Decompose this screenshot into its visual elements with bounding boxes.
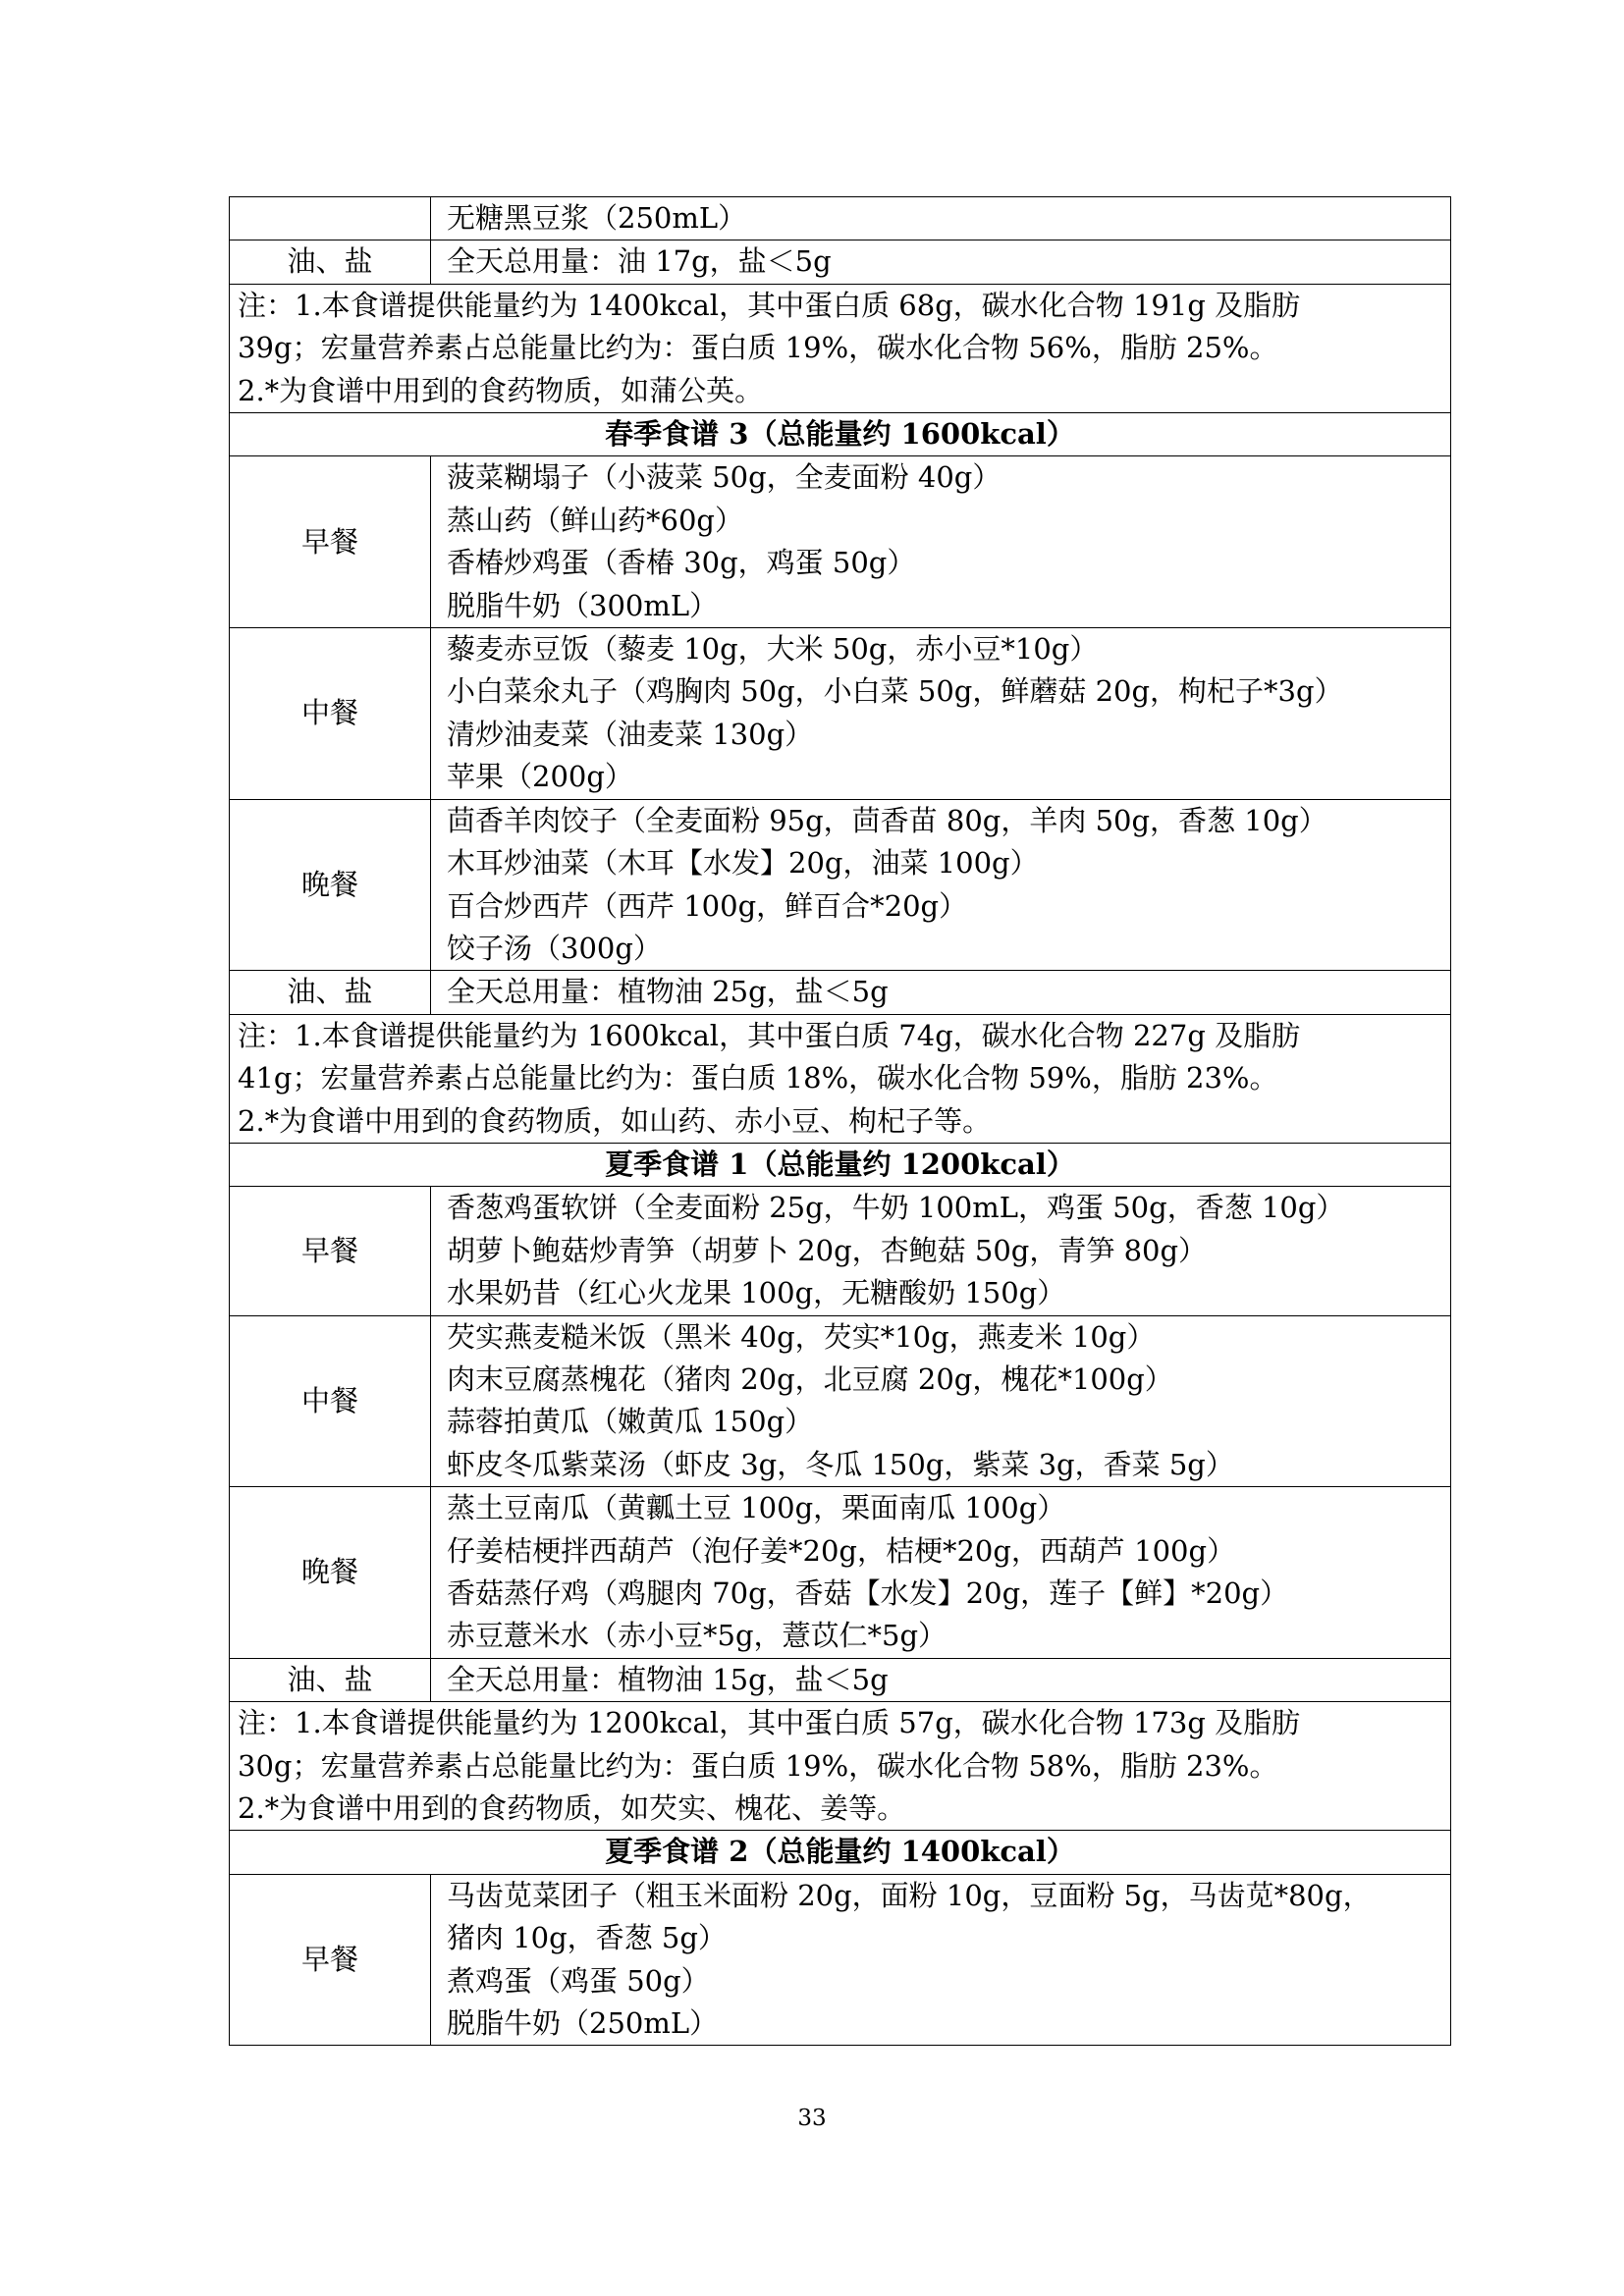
dish-line: 饺子汤（300g） <box>447 931 662 965</box>
meal-row-continued <box>230 197 1451 240</box>
recipe-title: 夏季食谱 2（总能量约 1400kcal） <box>230 1831 1451 1874</box>
recipe-title: 春季食谱 3（总能量约 1600kcal） <box>230 413 1451 456</box>
meal-label: 油、盐 <box>230 1658 431 1701</box>
nutrition-note <box>230 1014 1451 1143</box>
recipe-table <box>229 196 1451 2046</box>
dish-line: 香椿炒鸡蛋（香椿 30g，鸡蛋 50g） <box>447 546 916 580</box>
note-row <box>230 1014 1451 1143</box>
dish-line: 木耳炒油菜（木耳【水发】20g，油菜 100g） <box>447 846 1039 881</box>
note-line: 2.*为食谱中用到的食药物质，如山药、赤小豆、枸杞子等。 <box>238 1103 992 1138</box>
note-row <box>230 284 1451 412</box>
dish-line: 芡实燕麦糙米饭（黑米 40g，芡实*10g，燕麦米 10g） <box>447 1319 1156 1354</box>
dish-line: 猪肉 10g，香葱 5g） <box>447 1921 727 1955</box>
dish-line: 胡萝卜鲍菇炒青笋（胡萝卜 20g，杏鲍菇 50g，青笋 80g） <box>447 1233 1208 1267</box>
meal-label: 早餐 <box>230 1187 431 1315</box>
meal-items <box>431 1187 1451 1315</box>
dish-line: 香葱鸡蛋软饼（全麦面粉 25g，牛奶 100mL，鸡蛋 50g，香葱 10g） <box>447 1191 1345 1225</box>
dish-line: 苹果（200g） <box>447 760 633 794</box>
page-number: 33 <box>797 2106 827 2131</box>
meal-label: 油、盐 <box>230 971 431 1014</box>
meal-row-lunch <box>230 1315 1451 1487</box>
dish-line: 赤豆薏米水（赤小豆*5g，薏苡仁*5g） <box>447 1619 947 1653</box>
recipe-title-row <box>230 1143 1451 1186</box>
recipe-title: 夏季食谱 1（总能量约 1200kcal） <box>230 1143 1451 1186</box>
note-line: 注：1.本食谱提供能量约为 1200kcal，其中蛋白质 57g，碳水化合物 173g 及脂肪 <box>238 1706 1301 1740</box>
dish-line: 蒸土豆南瓜（黄瓤土豆 100g，栗面南瓜 100g） <box>447 1491 1066 1525</box>
note-line: 注：1.本食谱提供能量约为 1600kcal，其中蛋白质 74g，碳水化合物 227g 及脂肪 <box>238 1018 1301 1052</box>
note-line: 2.*为食谱中用到的食药物质，如蒲公英。 <box>238 373 764 407</box>
meal-row-oil-salt <box>230 1658 1451 1701</box>
meal-row-breakfast <box>230 1187 1451 1315</box>
recipe-title-row <box>230 1831 1451 1874</box>
dish-line: 藜麦赤豆饭（藜麦 10g，大米 50g，赤小豆*10g） <box>447 632 1099 667</box>
meal-row-dinner <box>230 799 1451 971</box>
meal-items <box>431 628 1451 800</box>
nutrition-note <box>230 1702 1451 1831</box>
dish-line: 脱脂牛奶（250mL） <box>447 2006 719 2041</box>
note-row <box>230 1702 1451 1831</box>
meal-items <box>431 1658 1451 1701</box>
dish-line: 香菇蒸仔鸡（鸡腿肉 70g，香菇【水发】20g，莲子【鲜】*20g） <box>447 1576 1289 1610</box>
meal-items <box>431 197 1451 240</box>
meal-label: 油、盐 <box>230 240 431 284</box>
meal-row-dinner <box>230 1487 1451 1659</box>
dish-line: 全天总用量：油 17g，盐＜5g <box>447 244 832 279</box>
meal-items <box>431 799 1451 971</box>
meal-row-oil-salt <box>230 971 1451 1014</box>
note-line: 41g；宏量营养素占总能量比约为：蛋白质 18%，碳水化合物 59%，脂肪 23%。 <box>238 1061 1278 1095</box>
dish-line: 小白菜氽丸子（鸡胸肉 50g，小白菜 50g，鲜蘑菇 20g，枸杞子*3g） <box>447 674 1343 709</box>
meal-row-breakfast <box>230 456 1451 628</box>
dish-line: 全天总用量：植物油 25g，盐＜5g <box>447 975 889 1009</box>
meal-label: 早餐 <box>230 456 431 628</box>
meal-label: 晚餐 <box>230 799 431 971</box>
meal-items <box>431 456 1451 628</box>
note-line: 注：1.本食谱提供能量约为 1400kcal，其中蛋白质 68g，碳水化合物 191g 及脂肪 <box>238 288 1301 322</box>
recipe-title-row <box>230 413 1451 456</box>
meal-items <box>431 971 1451 1014</box>
dish-line: 脱脂牛奶（300mL） <box>447 588 719 622</box>
meal-label <box>230 197 431 240</box>
meal-label: 晚餐 <box>230 1487 431 1659</box>
dish-line: 菠菜糊塌子（小菠菜 50g，全麦面粉 40g） <box>447 460 1001 495</box>
dish-line: 煮鸡蛋（鸡蛋 50g） <box>447 1963 710 1998</box>
note-line: 2.*为食谱中用到的食药物质，如芡实、槐花、姜等。 <box>238 1791 906 1826</box>
dish-line: 虾皮冬瓜紫菜汤（虾皮 3g，冬瓜 150g，紫菜 3g，香菜 5g） <box>447 1447 1234 1481</box>
meal-items <box>431 1874 1451 2046</box>
meal-items <box>431 240 1451 284</box>
dish-line: 蒸山药（鲜山药*60g） <box>447 503 743 537</box>
dish-line: 蒜蓉拍黄瓜（嫩黄瓜 150g） <box>447 1405 814 1439</box>
note-line: 30g；宏量营养素占总能量比约为：蛋白质 19%，碳水化合物 58%，脂肪 23%。 <box>238 1748 1278 1783</box>
dish-line: 茴香羊肉饺子（全麦面粉 95g，茴香苗 80g，羊肉 50g，香葱 10g） <box>447 803 1327 837</box>
meal-items <box>431 1487 1451 1659</box>
dish-line: 仔姜桔梗拌西葫芦（泡仔姜*20g，桔梗*20g，西葫芦 100g） <box>447 1533 1236 1568</box>
dish-line: 肉末豆腐蒸槐花（猪肉 20g，北豆腐 20g，槐花*100g） <box>447 1362 1173 1396</box>
meal-items <box>431 1315 1451 1487</box>
dish-line: 马齿苋菜团子（粗玉米面粉 20g，面粉 10g，豆面粉 5g，马齿苋*80g， <box>447 1878 1372 1912</box>
dish-line: 百合炒西芹（西芹 100g，鲜百合*20g） <box>447 888 968 923</box>
dish-line: 水果奶昔（红心火龙果 100g，无糖酸奶 150g） <box>447 1276 1066 1310</box>
dish-line: 全天总用量：植物油 15g，盐＜5g <box>447 1662 889 1696</box>
meal-row-lunch <box>230 628 1451 800</box>
meal-row-oil-salt <box>230 240 1451 284</box>
dish-line: 无糖黑豆浆（250mL） <box>447 201 747 235</box>
nutrition-note <box>230 284 1451 412</box>
meal-row-breakfast <box>230 1874 1451 2046</box>
meal-label: 早餐 <box>230 1874 431 2046</box>
meal-label: 中餐 <box>230 1315 431 1487</box>
meal-label: 中餐 <box>230 628 431 800</box>
note-line: 39g；宏量营养素占总能量比约为：蛋白质 19%，碳水化合物 56%，脂肪 25%。 <box>238 331 1278 365</box>
dish-line: 清炒油麦菜（油麦菜 130g） <box>447 717 814 751</box>
